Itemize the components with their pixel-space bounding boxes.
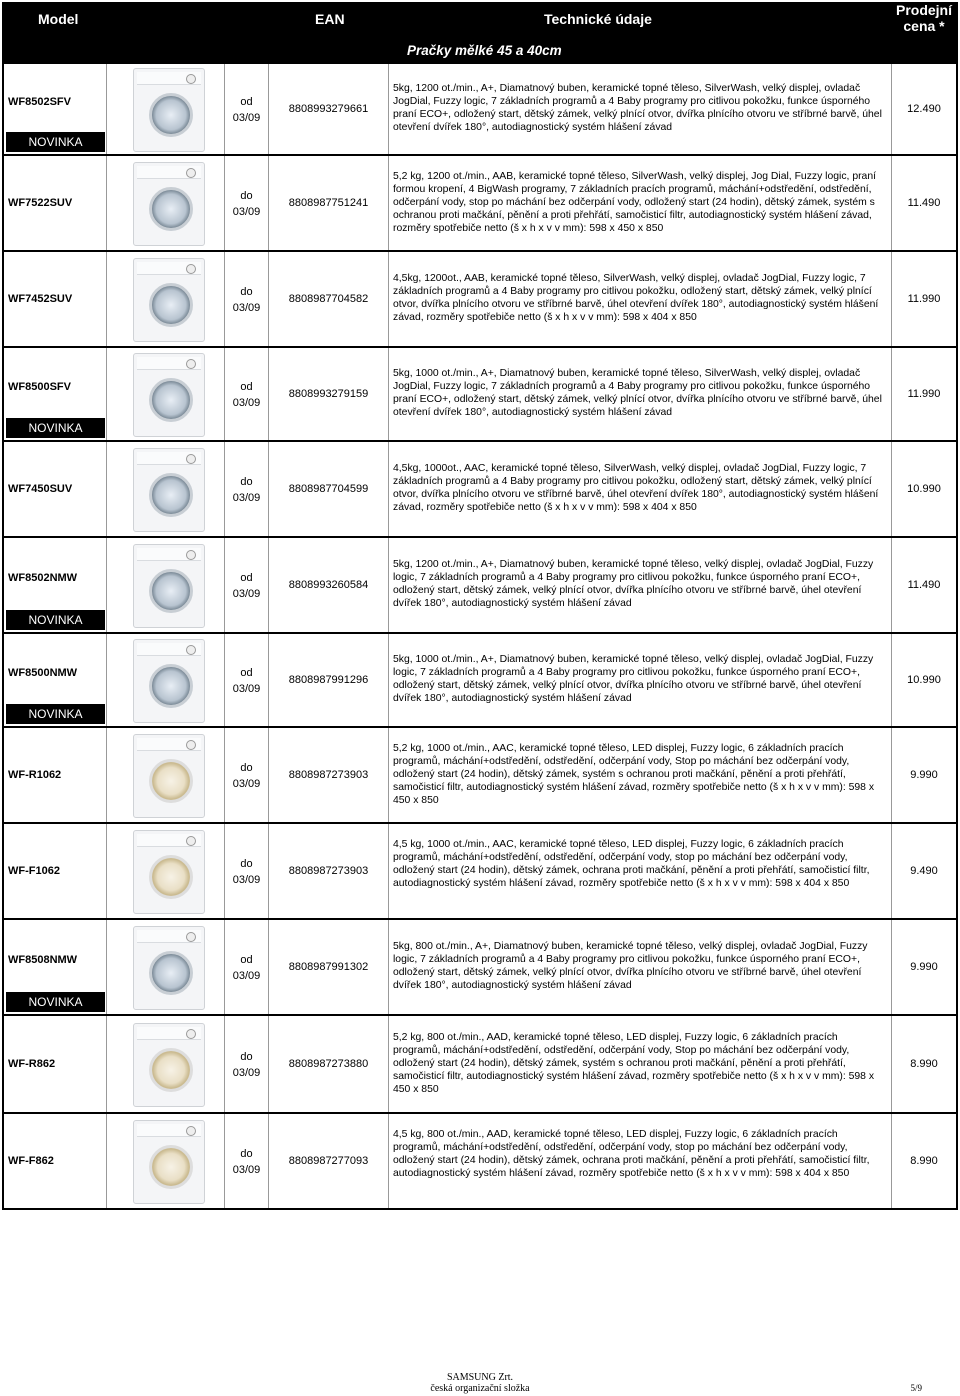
table-row — [2, 824, 958, 920]
novinka-badge: NOVINKA — [6, 132, 105, 152]
section-title: Pračky mělké 45 a 40cm — [407, 43, 562, 58]
knob-icon — [186, 359, 196, 369]
washing-machine-image — [133, 68, 205, 152]
product-price: 9.990 — [910, 961, 938, 973]
ean-cell — [269, 252, 389, 346]
knob-icon — [186, 836, 196, 846]
ean-cell — [269, 920, 389, 1014]
description-cell — [389, 1016, 892, 1112]
product-price: 10.990 — [907, 674, 941, 686]
door-icon — [149, 378, 193, 422]
description-cell — [389, 824, 892, 918]
washing-machine-image — [133, 1023, 205, 1107]
product-price: 11.490 — [907, 579, 941, 591]
price-cell — [892, 348, 958, 440]
washing-machine-image — [133, 448, 205, 532]
model-name: WF-R862 — [8, 1058, 56, 1070]
product-price: 10.990 — [907, 483, 941, 495]
image-cell — [107, 634, 225, 726]
washing-machine-image — [133, 926, 205, 1010]
header-model: Model — [38, 11, 79, 27]
washing-machine-image — [133, 830, 205, 914]
image-cell — [107, 156, 225, 250]
date-cell — [225, 64, 269, 154]
model-name: WF-F1062 — [8, 865, 60, 877]
model-cell — [2, 442, 107, 536]
description-cell — [389, 252, 892, 346]
novinka-badge: NOVINKA — [6, 610, 105, 630]
description-cell — [389, 156, 892, 250]
table-row — [2, 538, 958, 634]
ean-code: 8808987273880 — [288, 1058, 369, 1070]
model-cell — [2, 920, 107, 1014]
table-row — [2, 156, 958, 252]
header-price — [894, 2, 954, 34]
date-cell — [225, 824, 269, 918]
product-price: 12.490 — [907, 103, 941, 115]
price-cell — [892, 442, 958, 536]
door-icon — [149, 1048, 193, 1092]
header-price-line2: cena * — [903, 18, 945, 34]
description-cell — [389, 538, 892, 632]
ean-code: 8808987273903 — [288, 865, 369, 877]
ean-code: 8808987277093 — [288, 1155, 369, 1167]
table-row — [2, 920, 958, 1016]
description-cell — [389, 348, 892, 440]
knob-icon — [186, 550, 196, 560]
date-value: 03/09 — [232, 970, 261, 982]
model-name: WF-F862 — [8, 1155, 54, 1167]
price-cell — [892, 64, 958, 154]
date-prefix: do — [240, 190, 253, 202]
door-icon — [149, 187, 193, 231]
product-description: 5kg, 1200 ot./min., A+, Diamatnový buben, keramické topné těleso, velký displej, ovladač JogDial, Fuzzy logic, 7 základních programů a 4 Baby programy pro citlivou pokožku, funkce úsporného praní ECO+, odložený start, dětský zámek, velký plnící otvor, dvířka plnícího otvoru ve stříbrné barvě, úhel otevření dvířek 180°, autodiagnostický systém hlášení závad — [393, 559, 874, 609]
product-description: 5,2 kg, 800 ot./min., AAD, keramické topné těleso, LED displej, Fuzzy logic, 6 základních pracích programů, máchání+odstředění, odstředění, odčerpání vody, Stop po máchání bez odčerpání vody, odložený start (24 hodin), dětský zámek, systém s ochranou proti mačkání, pěnění a proti přehřátí, samočisticí filtr, autodiagnostický systém hlášení závad, rozměry spotřebiče netto (š x h x v v mm): 598 x 450 x 850 — [393, 1031, 875, 1095]
table-row — [2, 728, 958, 824]
product-description: 5kg, 1000 ot./min., A+, Diamatnový buben, keramické topné těleso, SilverWash, velký displej, ovladač JogDial, Fuzzy logic, 7 základních programů a 4 Baby programy pro citlivou pokožku, funkce úsporného praní ECO+, odložený start, dětský zámek, velký plnící otvor, dvířka plnícího otvoru ve stříbrné barvě, úhel otevření dvířek 180°, autodiagnostický systém hlášení závad — [393, 368, 882, 418]
product-description: 5kg, 800 ot./min., A+, Diamatnový buben, keramické topné těleso, velký displej, ovladač JogDial, Fuzzy logic, 7 základních programů a 4 Baby programy pro citlivou pokožku, funkce úsporného praní ECO+, odložený start, dětský zámek, velký plnící otvor, dvířka plnícího otvoru ve stříbrné barvě, úhel otevření dvířek 180°, autodiagnostický systém hlášení závad — [393, 941, 868, 991]
door-icon — [149, 951, 193, 995]
description-cell — [389, 920, 892, 1014]
door-icon — [149, 1145, 193, 1189]
price-cell — [892, 920, 958, 1014]
product-price: 9.490 — [910, 865, 938, 877]
date-cell — [225, 156, 269, 250]
model-cell — [2, 64, 107, 154]
model-name: WF8502SFV — [8, 96, 71, 108]
product-price: 8.990 — [910, 1155, 938, 1167]
ean-code: 8808987704599 — [288, 483, 369, 495]
table-row — [2, 442, 958, 538]
product-description: 4,5kg, 1200ot., AAB, keramické topné těleso, SilverWash, velký displej, ovladač JogDial, Fuzzy logic, 7 základních programů a 4 Baby programy pro citlivou pokožku, odložený start, dětský zámek, velký plnící otvor, dvířka plnícího otvoru ve stříbrné barvě, úhel otevření dvířek 180°, autodiagnostický systém hlášení závad, rozměry spotřebiče netto (š x h x v v mm): 598 x 404 x 850 — [393, 273, 879, 323]
price-cell — [892, 252, 958, 346]
date-cell — [225, 1114, 269, 1208]
model-name: WF7452SUV — [8, 293, 73, 305]
page-number: 5/9 — [910, 1383, 922, 1393]
model-cell — [2, 252, 107, 346]
price-cell — [892, 156, 958, 250]
knob-icon — [186, 932, 196, 942]
date-prefix: od — [240, 572, 253, 584]
ean-cell — [269, 728, 389, 822]
product-description: 5,2 kg, 1200 ot./min., AAB, keramické topné těleso, SilverWash, velký displej, Jog Dial, Fuzzy logic, praní formou kropení, 4 BigWash programy, 7 základních pracích programů, máchání+odstředění, odstředění, odčerpání vody, stop po máchání bez odčerpání vody, odložený start (24 hodin), dětský zámek, systém s ochranou proti mačkání, pěnění a proti přehřátí, samočisticí filtr, autodiagnostický systém hlášení závad, rozměry spotřebiče netto (š x h x v v mm): 598 x 450 x 850 — [393, 170, 876, 234]
product-description: 4,5 kg, 800 ot./min., AAD, keramické topné těleso, LED displej, Fuzzy logic, 6 základních pracích programů, máchání+odstředění, odstředění, odčerpání vody, stop po máchání bez odčerpání vody, odložený start (24 hodin), dětský zámek, ochrana proti mačkání, pěnění a proti přehřátí, samočisticí filtr, autodiagnostický systém hlášení závad, rozměry spotřebiče netto (š x h x v v mm): 598 x 404 x 850 — [393, 1128, 870, 1179]
image-cell — [107, 538, 225, 632]
ean-cell — [269, 538, 389, 632]
product-price: 11.990 — [907, 293, 941, 305]
date-prefix: od — [240, 667, 253, 679]
ean-code: 8808993260584 — [288, 579, 369, 591]
date-prefix: do — [240, 1148, 253, 1160]
product-description: 4,5kg, 1000ot., AAC, keramické topné těleso, SilverWash, velký displej, ovladač JogDial, Fuzzy logic, 7 základních programů a 4 Baby programy pro citlivou pokožku, odložený start, dětský zámek, velký plnící otvor, dvířka plnícího otvoru ve stříbrné barvě, úhel otevření dvířek 180°, autodiagnostický systém hlášení závad, rozměry spotřebiče netto (š x h x v v mm): 598 x 404 x 850 — [393, 463, 879, 513]
model-cell — [2, 538, 107, 632]
model-name: WF7522SUV — [8, 197, 73, 209]
product-price: 9.990 — [910, 769, 938, 781]
door-icon — [149, 855, 193, 899]
price-cell — [892, 1016, 958, 1112]
table-row — [2, 1016, 958, 1114]
knob-icon — [186, 168, 196, 178]
price-cell — [892, 1114, 958, 1208]
washing-machine-image — [133, 162, 205, 246]
model-cell — [2, 1016, 107, 1112]
product-description: 5kg, 1000 ot./min., A+, Diamatnový buben, keramické topné těleso, velký displej, ovladač JogDial, Fuzzy logic, 7 základních programů a 4 Baby programy pro citlivou pokožku, funkce úsporného praní ECO+, odložený start, dětský zámek, velký plnící otvor, dvířka plnícího otvoru ve stříbrné barvě, úhel otevření dvířek 180°, autodiagnostický systém hlášení závad — [393, 654, 874, 704]
model-name: WF8502NMW — [8, 572, 78, 584]
image-cell — [107, 920, 225, 1014]
table-row — [2, 64, 958, 156]
model-cell — [2, 634, 107, 726]
washing-machine-image — [133, 258, 205, 342]
image-cell — [107, 64, 225, 154]
model-name: WF8500NMW — [8, 667, 78, 679]
date-prefix: do — [240, 858, 253, 870]
description-cell — [389, 442, 892, 536]
price-cell — [892, 538, 958, 632]
date-value: 03/09 — [232, 397, 261, 409]
date-value: 03/09 — [232, 1164, 261, 1176]
knob-icon — [186, 645, 196, 655]
date-value: 03/09 — [232, 112, 261, 124]
ean-code: 8808987991302 — [288, 961, 369, 973]
date-prefix: do — [240, 1051, 253, 1063]
model-name: WF7450SUV — [8, 483, 73, 495]
washing-machine-image — [133, 734, 205, 818]
ean-cell — [269, 634, 389, 726]
novinka-badge: NOVINKA — [6, 418, 105, 438]
date-cell — [225, 252, 269, 346]
date-prefix: do — [240, 476, 253, 488]
product-price: 11.990 — [907, 388, 941, 400]
date-value: 03/09 — [232, 1067, 261, 1079]
knob-icon — [186, 1029, 196, 1039]
ean-cell — [269, 64, 389, 154]
product-description: 4,5 kg, 1000 ot./min., AAC, keramické topné těleso, LED displej, Fuzzy logic, 6 základních pracích programů, máchání+odstředění, odstředění, odčerpání vody, stop po máchání bez odčerpání vody, odložený start (24 hodin), dětský zámek, ochrana proti mačkání, pěnění a proti přehřátí, samočisticí filtr, autodiagnostický systém hlášení závad, rozměry spotřebiče netto (š x h x v v mm): 598 x 404 x 850 — [393, 838, 870, 889]
novinka-badge: NOVINKA — [6, 992, 105, 1012]
model-cell — [2, 728, 107, 822]
product-price: 8.990 — [910, 1058, 938, 1070]
date-prefix: od — [240, 954, 253, 966]
novinka-badge: NOVINKA — [6, 704, 105, 724]
ean-code: 8808987273903 — [288, 769, 369, 781]
date-cell — [225, 442, 269, 536]
price-cell — [892, 634, 958, 726]
product-description: 5,2 kg, 1000 ot./min., AAC, keramické topné těleso, LED displej, Fuzzy logic, 6 základních pracích programů, máchání+odstředění, odstředění, odčerpání vody, Stop po máchání bez odčerpání vody, odložený start (24 hodin), dětský zámek, systém s ochranou proti mačkání, pěnění a proti přehřátí, samočisticí filtr, autodiagnostický systém hlášení závad, rozměry spotřebiče netto (š x h x v v mm): 598 x 450 x 850 — [393, 742, 875, 806]
door-icon — [149, 569, 193, 613]
date-prefix: od — [240, 96, 253, 108]
date-value: 03/09 — [232, 683, 261, 695]
section-header — [2, 36, 958, 64]
header-price-line1: Prodejní — [895, 2, 952, 18]
knob-icon — [186, 740, 196, 750]
model-name: WF-R1062 — [8, 769, 62, 781]
description-cell — [389, 634, 892, 726]
date-prefix: do — [240, 286, 253, 298]
header-tech: Technické údaje — [544, 11, 652, 27]
date-value: 03/09 — [232, 302, 261, 314]
ean-code: 8808993279159 — [288, 388, 369, 400]
table-row — [2, 634, 958, 728]
product-price: 11.490 — [907, 197, 941, 209]
knob-icon — [186, 264, 196, 274]
knob-icon — [186, 454, 196, 464]
table-row — [2, 1114, 958, 1210]
date-cell — [225, 1016, 269, 1112]
model-name: WF8508NMW — [8, 954, 78, 966]
ean-cell — [269, 348, 389, 440]
model-cell — [2, 156, 107, 250]
footer-branch: česká organizační složka — [430, 1383, 530, 1394]
date-cell — [225, 348, 269, 440]
description-cell — [389, 1114, 892, 1208]
date-cell — [225, 634, 269, 726]
washing-machine-image — [133, 353, 205, 437]
date-cell — [225, 728, 269, 822]
ean-code: 8808987704582 — [288, 293, 369, 305]
table-row — [2, 252, 958, 348]
model-cell — [2, 348, 107, 440]
footer-company: SAMSUNG Zrt. — [446, 1372, 514, 1383]
table-header — [2, 2, 958, 36]
door-icon — [149, 93, 193, 137]
description-cell — [389, 64, 892, 154]
header-ean: EAN — [315, 11, 345, 27]
product-description: 5kg, 1200 ot./min., A+, Diamatnový buben, keramické topné těleso, SilverWash, velký displej, ovladač JogDial, Fuzzy logic, 7 základních programů a 4 Baby programy pro citlivou pokožku, funkce úsporného praní ECO+, odložený start, dětský zámek, velký plnící otvor, dvířka plnícího otvoru ve stříbrné barvě, úhel otevření dvířek 180°, autodiagnostický systém hlášení závad — [393, 83, 882, 133]
door-icon — [149, 473, 193, 517]
ean-cell — [269, 156, 389, 250]
ean-cell — [269, 442, 389, 536]
washing-machine-image — [133, 544, 205, 628]
image-cell — [107, 824, 225, 918]
door-icon — [149, 664, 193, 708]
date-value: 03/09 — [232, 206, 261, 218]
table-row — [2, 348, 958, 442]
footer — [0, 1372, 960, 1394]
date-cell — [225, 538, 269, 632]
knob-icon — [186, 74, 196, 84]
door-icon — [149, 283, 193, 327]
date-value: 03/09 — [232, 492, 261, 504]
image-cell — [107, 348, 225, 440]
ean-code: 8808987751241 — [288, 197, 369, 209]
image-cell — [107, 442, 225, 536]
image-cell — [107, 252, 225, 346]
washing-machine-image — [133, 639, 205, 723]
ean-code: 8808987991296 — [288, 674, 369, 686]
door-icon — [149, 759, 193, 803]
model-cell — [2, 824, 107, 918]
image-cell — [107, 728, 225, 822]
date-value: 03/09 — [232, 874, 261, 886]
knob-icon — [186, 1126, 196, 1136]
ean-cell — [269, 1114, 389, 1208]
ean-cell — [269, 1016, 389, 1112]
date-cell — [225, 920, 269, 1014]
model-cell — [2, 1114, 107, 1208]
date-value: 03/09 — [232, 588, 261, 600]
washing-machine-image — [133, 1120, 205, 1204]
ean-cell — [269, 824, 389, 918]
image-cell — [107, 1016, 225, 1112]
date-prefix: do — [240, 762, 253, 774]
price-cell — [892, 728, 958, 822]
image-cell — [107, 1114, 225, 1208]
model-name: WF8500SFV — [8, 381, 71, 393]
date-prefix: od — [240, 381, 253, 393]
description-cell — [389, 728, 892, 822]
price-cell — [892, 824, 958, 918]
ean-code: 8808993279661 — [288, 103, 369, 115]
date-value: 03/09 — [232, 778, 261, 790]
